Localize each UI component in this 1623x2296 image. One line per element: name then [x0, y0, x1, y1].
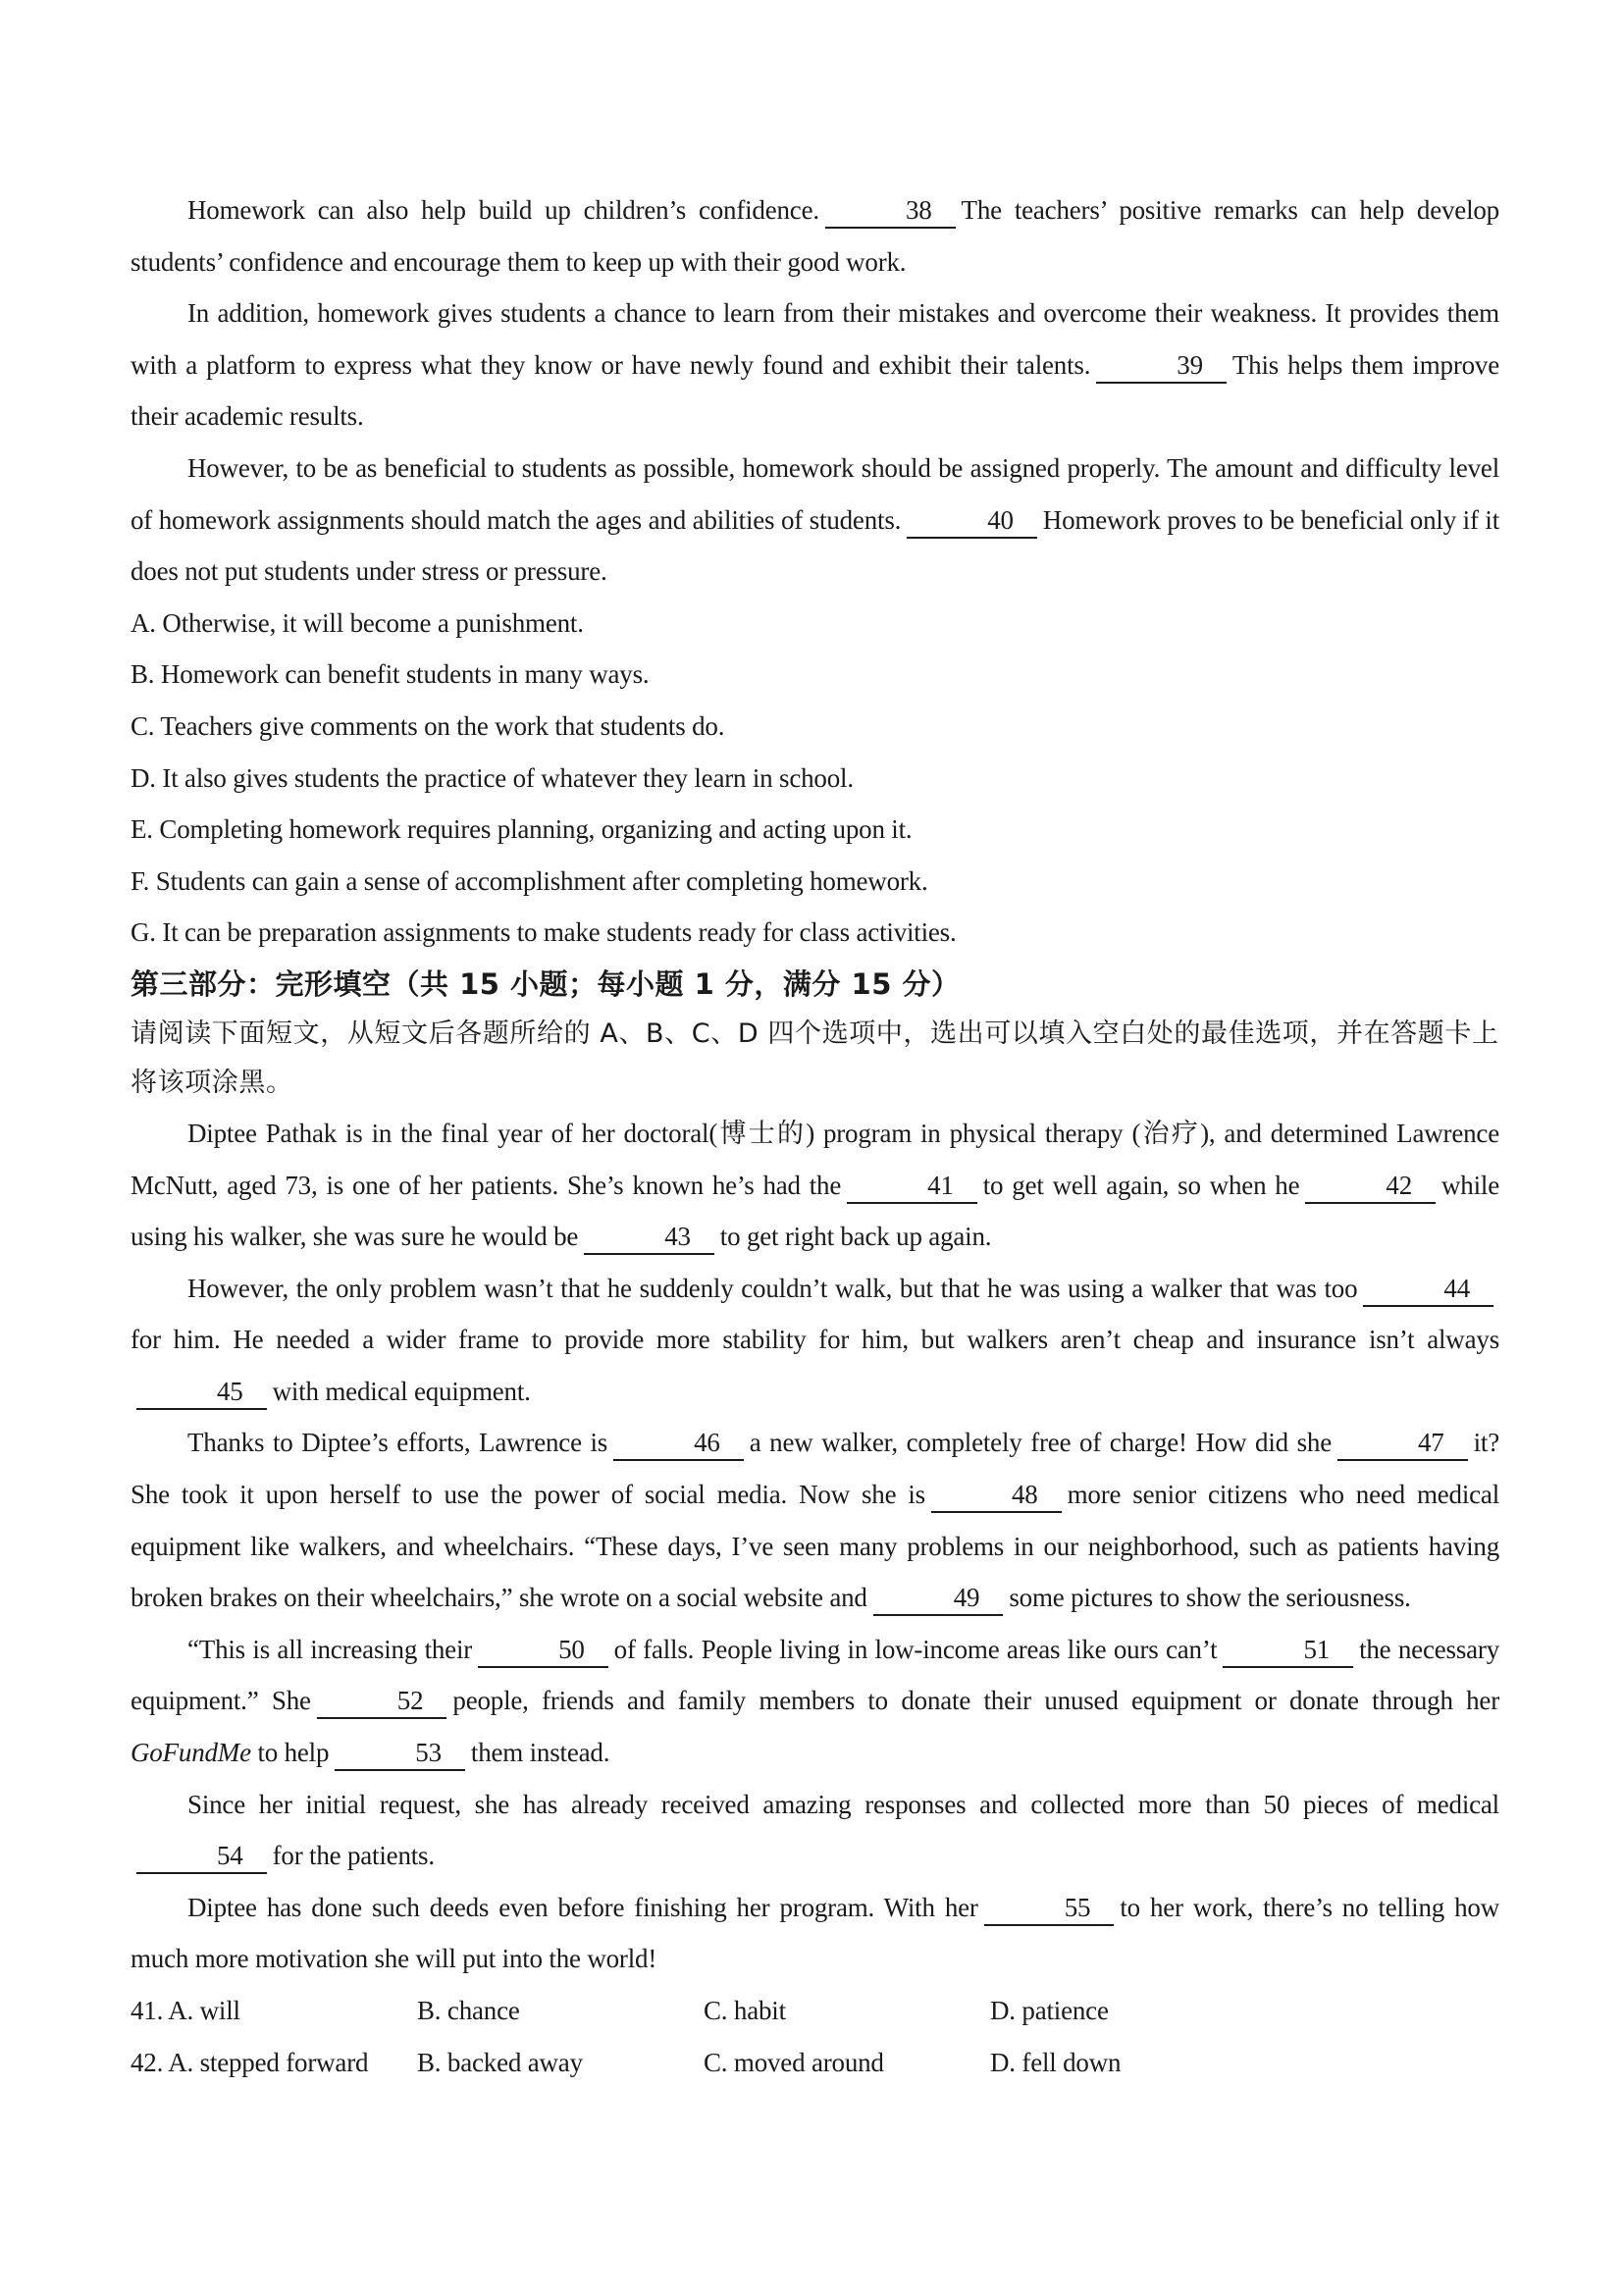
option-d: D. It also gives students the practice of whatever they learn in school.	[131, 762, 854, 793]
passage-text: Thanks to Diptee’s efforts, Lawrence is	[187, 1428, 608, 1458]
blank-42: 42	[1305, 1169, 1436, 1204]
passage-text: people, friends and family members to donate their unused equipment or donate through her	[452, 1686, 1499, 1716]
blank-51: 51	[1223, 1633, 1353, 1668]
blank-45: 45	[136, 1375, 267, 1410]
passage2-paragraph-1	[131, 1108, 1499, 1263]
blank-38: 38	[825, 193, 956, 229]
choice-41-b: B. chance	[417, 1996, 520, 2025]
passage2-paragraph-2	[131, 1263, 1499, 1418]
question-41	[131, 1985, 1499, 2037]
blank-43: 43	[584, 1220, 714, 1255]
option-b: B. Homework can benefit students in many ways.	[131, 659, 650, 690]
choice-41-a: 41. A. will	[131, 1996, 240, 2025]
blank-53: 53	[335, 1736, 465, 1771]
passage-text: Since her initial request, she has already received amazing responses and collected more than 50 pieces of medical	[187, 1789, 1499, 1819]
passage2-paragraph-3	[131, 1417, 1499, 1623]
blank-46: 46	[613, 1426, 744, 1461]
passage-text: The teachers’ positive remarks can help develop students’ confidence and encourage them to keep up with their good work.	[131, 195, 1499, 277]
options-list	[131, 598, 1499, 959]
passage2-paragraph-4	[131, 1624, 1499, 1779]
exam-page	[131, 184, 1499, 2088]
choice-42-b: B. backed away	[417, 2047, 583, 2077]
blank-39: 39	[1096, 348, 1227, 384]
choice-42-d: D. fell down	[990, 2047, 1122, 2077]
blank-44: 44	[1363, 1272, 1493, 1307]
passage-text: “This is all increasing their	[187, 1634, 473, 1664]
passage-text: more senior citizens who need medical equipment like walkers, and wheelchairs. “These days, I’ve seen many problems in our neighborhood, such as patients having broken brakes on their wheelchairs,” she wrote on a social website and	[131, 1480, 1499, 1613]
passage-text: Homework can also help build up children’s confidence.	[187, 195, 819, 225]
passage-text: them instead.	[470, 1738, 610, 1768]
passage1-paragraph-3	[131, 443, 1499, 598]
choice-41-d: D. patience	[990, 1996, 1109, 2025]
passage-text: However, to be as beneficial to students as possible, homework should be assigned properly. The amount and difficulty level of homework assignments should match the ages and abilities of students.	[131, 452, 1499, 535]
passage-text: This helps them improve their academic results.	[131, 349, 1500, 432]
choice-42-c: C. moved around	[704, 2047, 884, 2077]
passage-text: to get right back up again.	[719, 1222, 992, 1252]
choice-42-a: 42. A. stepped forward	[131, 2047, 369, 2077]
passage-text: In addition, homework gives students a chance to learn from their mistakes and overcome their weakness. It provides them with a platform to express what they know or have newly found and exhibit their talents.	[131, 298, 1499, 380]
passage-text: to help	[257, 1738, 330, 1768]
passage-text: Diptee Pathak is in the final year of her doctoral(博士的) program in physical therapy (治疗), and determined Lawrence McNutt, aged 73, is one of her patients. She’s known he’s had the	[131, 1118, 1499, 1200]
blank-48: 48	[931, 1478, 1062, 1513]
blank-50: 50	[478, 1633, 608, 1668]
passage-text: some pictures to show the seriousness.	[1009, 1583, 1411, 1613]
passage-text: to get well again, so when he	[982, 1170, 1300, 1200]
passage-text: a new walker, completely free of charge! How did she	[749, 1428, 1332, 1458]
blank-40: 40	[907, 503, 1037, 539]
passage-text: to her work, there’s no telling how much more motivation she will put into the world!	[131, 1892, 1499, 1974]
passage-text: while using his walker, she was sure he would be	[131, 1170, 1499, 1252]
blank-49: 49	[873, 1581, 1004, 1616]
passage-text: it? She took it upon herself to use the power of social media. Now she is	[131, 1428, 1499, 1510]
option-e: E. Completing homework requires planning, organizing and acting upon it.	[131, 814, 913, 845]
passage-text: for him. He needed a wider frame to provide more stability for him, but walkers aren’t cheap and insurance isn’t always	[131, 1325, 1499, 1355]
passage-text: of falls. People living in low-income areas like ours can’t	[613, 1634, 1218, 1664]
passage2-paragraph-5	[131, 1779, 1499, 1882]
passage-text: Homework proves to be beneficial only if it does not put students under stress or pressure.	[131, 504, 1499, 587]
passage2-paragraph-6	[131, 1882, 1499, 1985]
passage-text: for the patients.	[272, 1841, 435, 1871]
option-f: F. Students can gain a sense of accomplishment after completing homework.	[131, 865, 928, 896]
blank-41: 41	[847, 1169, 977, 1204]
passage-text: the necessary equipment.” She	[131, 1634, 1499, 1716]
blank-47: 47	[1337, 1426, 1468, 1461]
option-c: C. Teachers give comments on the work that students do.	[131, 710, 725, 741]
choice-41-c: C. habit	[704, 1996, 786, 2025]
passage-text: with medical equipment.	[272, 1376, 531, 1406]
blank-54: 54	[136, 1839, 267, 1874]
passage-text: However, the only problem wasn’t that he suddenly couldn’t walk, but that he was using a walker that was too	[187, 1273, 1358, 1303]
option-a: A. Otherwise, it will become a punishment.	[131, 607, 584, 638]
passage1-paragraph-1	[131, 184, 1499, 287]
gofundme-brand: GoFundMe	[131, 1738, 251, 1768]
blank-55: 55	[984, 1891, 1115, 1926]
passage1-paragraph-2	[131, 287, 1499, 443]
question-42	[131, 2037, 1499, 2089]
section-heading: 第三部分：完形填空（共 15 小题；每小题 1 分，满分 15 分）	[131, 966, 961, 1001]
section-instruction: 请阅读下面短文，从短文后各题所给的 A、B、C、D 四个选项中，选出可以填入空白处的最佳选项，并在答题卡上将该项涂黑。	[131, 1018, 1499, 1098]
passage-text: Diptee has done such deeds even before finishing her program. With her	[187, 1892, 978, 1922]
blank-52: 52	[317, 1684, 447, 1719]
option-g: G. It can be preparation assignments to make students ready for class activities.	[131, 917, 957, 948]
